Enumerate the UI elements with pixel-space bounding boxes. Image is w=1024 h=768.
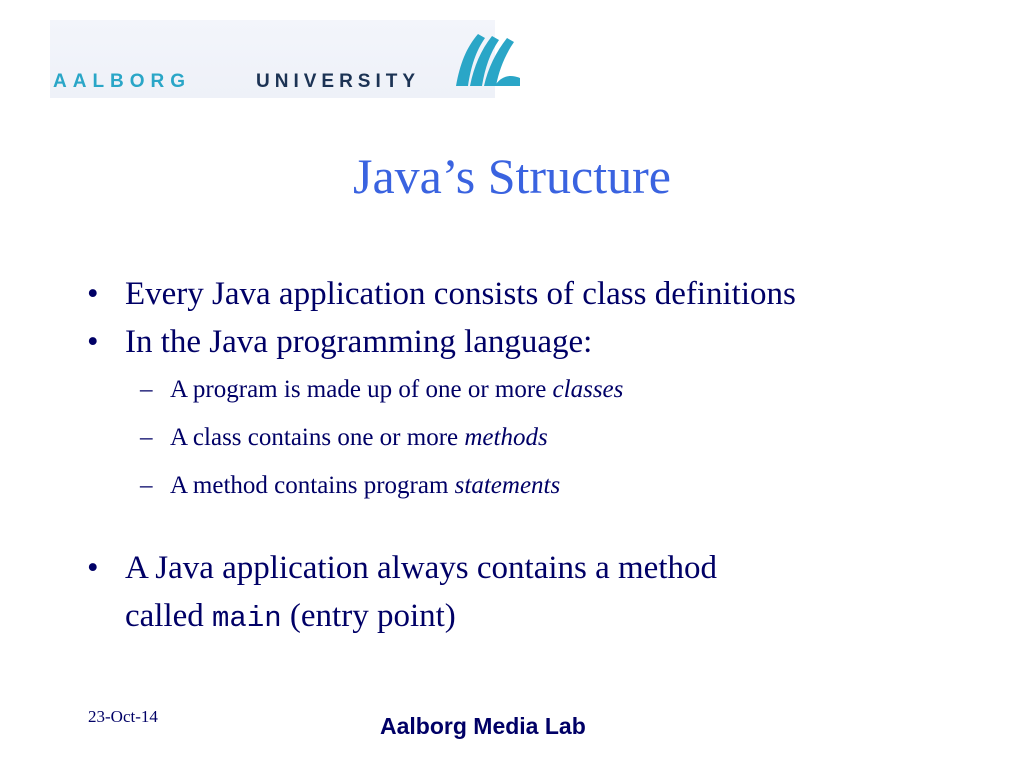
bullet-item [87, 318, 987, 366]
spacer [87, 510, 987, 544]
sub-bullet-emphasis: classes [552, 376, 624, 403]
bullet-text-suffix: (entry point) [281, 598, 456, 634]
sub-bullet-item [87, 462, 987, 510]
logo-wordmark-university: UNIVERSITY [256, 71, 421, 92]
sub-bullet-emphasis: statements [454, 472, 561, 499]
sub-bullet-dash: – [140, 424, 153, 451]
sub-bullet-emphasis: methods [464, 424, 548, 451]
bullet-marker: • [87, 550, 99, 586]
bullet-text: In the Java programming language: [125, 324, 593, 360]
sub-bullet-dash: – [140, 472, 153, 499]
bullet-marker: • [87, 276, 99, 312]
sub-bullet-item [87, 366, 987, 414]
sub-bullet-item [87, 414, 987, 462]
bullet-item [87, 544, 987, 643]
bullet-text: Every Java application consists of class definitions [125, 276, 796, 312]
sub-bullet-text: A class contains one or more [170, 424, 465, 451]
sub-bullet-text: A method contains program [170, 472, 455, 499]
logo-wordmark-aalborg: AALBORG [53, 71, 192, 92]
bullet-marker: • [87, 324, 99, 360]
sub-bullet-dash: – [140, 376, 153, 403]
footer-date: 23-Oct-14 [88, 707, 158, 726]
slide-title: Java’s Structure [353, 148, 671, 204]
bullet-text-prefix: called [125, 598, 213, 634]
wave-emblem-icon [452, 26, 522, 88]
footer-lab-name: Aalborg Media Lab [380, 713, 586, 739]
bullet-item [87, 270, 987, 318]
sub-bullet-text: A program is made up of one or more [170, 376, 553, 403]
slide-body [87, 270, 987, 643]
code-main: main [212, 602, 282, 635]
bullet-text-line1: A Java application always contains a method [125, 550, 718, 586]
